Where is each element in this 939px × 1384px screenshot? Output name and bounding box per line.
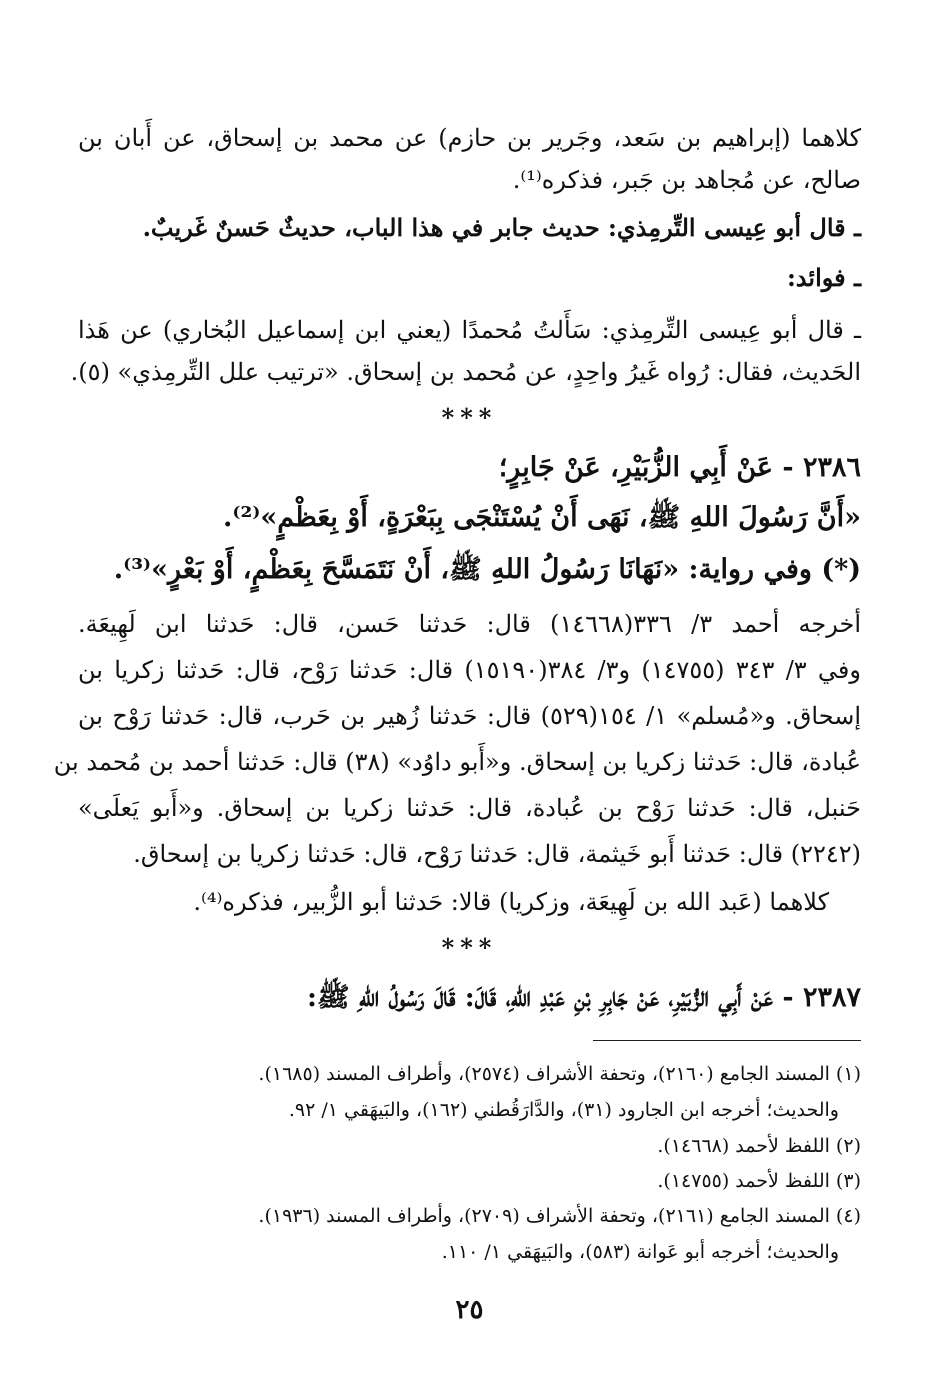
hadith-variant: (*) وفي رواية: «نَهَانَا رَسُولُ اللهِ ﷺ، أَنْ نَتَمَسَّحَ بِعَظْمٍ، أَوْ بَعْرٍ»⁽³⁾. — [113, 554, 861, 585]
takhrij-line: وفي ٣/ ٣٤٣ (١٤٧٥٥) و٣/ ٣٨٤(١٥١٩٠) قال: حَدثنا رَوْح، قال: حَدثنا زكريا بن — [78, 656, 861, 684]
footnote: (٢) اللفظ لأحمد (١٤٦٦٨). — [657, 1135, 861, 1157]
hadith-heading-2386: ٢٣٨٦ - عَنْ أَبِي الزُّبَيْرِ، عَنْ جَابِرٍ؛ — [498, 452, 861, 483]
text-line: الحَديث، فقال: رُواه غَيرُ واحِدٍ، عن مُحمد بن إسحاق. «ترتيب علل التِّرمِذي» (٥). — [70, 358, 861, 386]
footnote: (٤) المسند الجامع (٢١٦١)، وتحفة الأشراف (٢٧٠٩)، وأطراف المسند (١٩٣٦). — [258, 1205, 861, 1227]
takhrij-line: (٢٢٤٢) قال: حَدثنا أَبو خَيثمة، قال: حَدثنا رَوْح، قال: حَدثنا زكريا بن إسحاق. — [133, 840, 861, 868]
takhrij-line: أخرجه أحمد ٣/ ٣٣٦(١٤٦٦٨) قال: حَدثنا حَسن، قال: حَدثنا ابن لَهِيعَة. — [78, 610, 862, 638]
takhrij-line: إسحاق. و«مُسلم» ١/ ١٥٤(٥٢٩) قال: حَدثنا زُهير بن حَرب، قال: حَدثنا رَوْح بن — [78, 702, 861, 730]
benefits-heading: ـ فوائد: — [786, 263, 861, 292]
text-line: كلاهما (إبراهيم بن سَعد، وجَرير بن حازم) عن محمد بن إسحاق، عن أَبان بن — [78, 124, 861, 152]
text-line: صالح، عن مُجاهد بن جَبر، فذكره⁽¹⁾. — [512, 166, 861, 194]
tirmidhi-ruling: ـ قال أبو عِيسى التِّرمِذي: حديث جابر في هذا الباب، حديثٌ حَسنٌ غَريبٌ. — [142, 213, 861, 242]
footnote: (١) المسند الجامع (٢١٦٠)، وتحفة الأشراف (٢٥٧٤)، وأطراف المسند (١٦٨٥). — [258, 1063, 861, 1085]
takhrij-line: عُبادة، قال: حَدثنا زكريا بن إسحاق. و«أَبو داوُد» (٣٨) قال: حَدثنا أحمد بن مُحمد بن — [53, 748, 861, 776]
takhrij-line: كلاهما (عَبد الله بن لَهِيعَة، وزكريا) قالا: حَدثنا أبو الزُّبير، فذكره⁽⁴⁾. — [193, 888, 829, 916]
text-line: ـ قال أبو عِيسى التِّرمِذي: سَأَلتُ مُحمدًا (يعني ابن إسماعيل البُخاري) عن هَذا — [78, 316, 861, 344]
footnote: والحديث؛ أخرجه أبو عَوانة (٥٨٣)، والبَيهَقي ١/ ١١٠. — [441, 1241, 839, 1263]
section-divider: *** — [441, 933, 498, 962]
footnote-separator — [593, 1040, 861, 1041]
hadith-text: «أَنَّ رَسُولَ اللهِ ﷺ، نَهَى أَنْ يُسْتَنْجَى بِبَعْرَةٍ، أَوْ بِعَظْمٍ»⁽²⁾. — [223, 502, 861, 533]
hadith-heading-2387: ٢٣٨٧ - عَنْ أَبِي الزُّبَيْرِ، عَنْ جَابِرِ بْنِ عَبْدِ اللهِ، قَالَ: قَالَ رَسُولُ اللهِ ﷺ: — [307, 982, 861, 1013]
section-divider: *** — [441, 403, 498, 432]
page-number: ٢٥ — [455, 1295, 484, 1325]
footnote: (٣) اللفظ لأحمد (١٤٧٥٥). — [657, 1170, 861, 1192]
footnote: والحديث؛ أخرجه ابن الجارود (٣١)، والدَّارَقُطني (١٦٢)، والبَيهَقي ١/ ٩٢. — [288, 1099, 839, 1121]
takhrij-line: حَنبل، قال: حَدثنا رَوْح بن عُبادة، قال: حَدثنا زكريا بن إسحاق. و«أَبو يَعلَى» — [78, 794, 861, 822]
